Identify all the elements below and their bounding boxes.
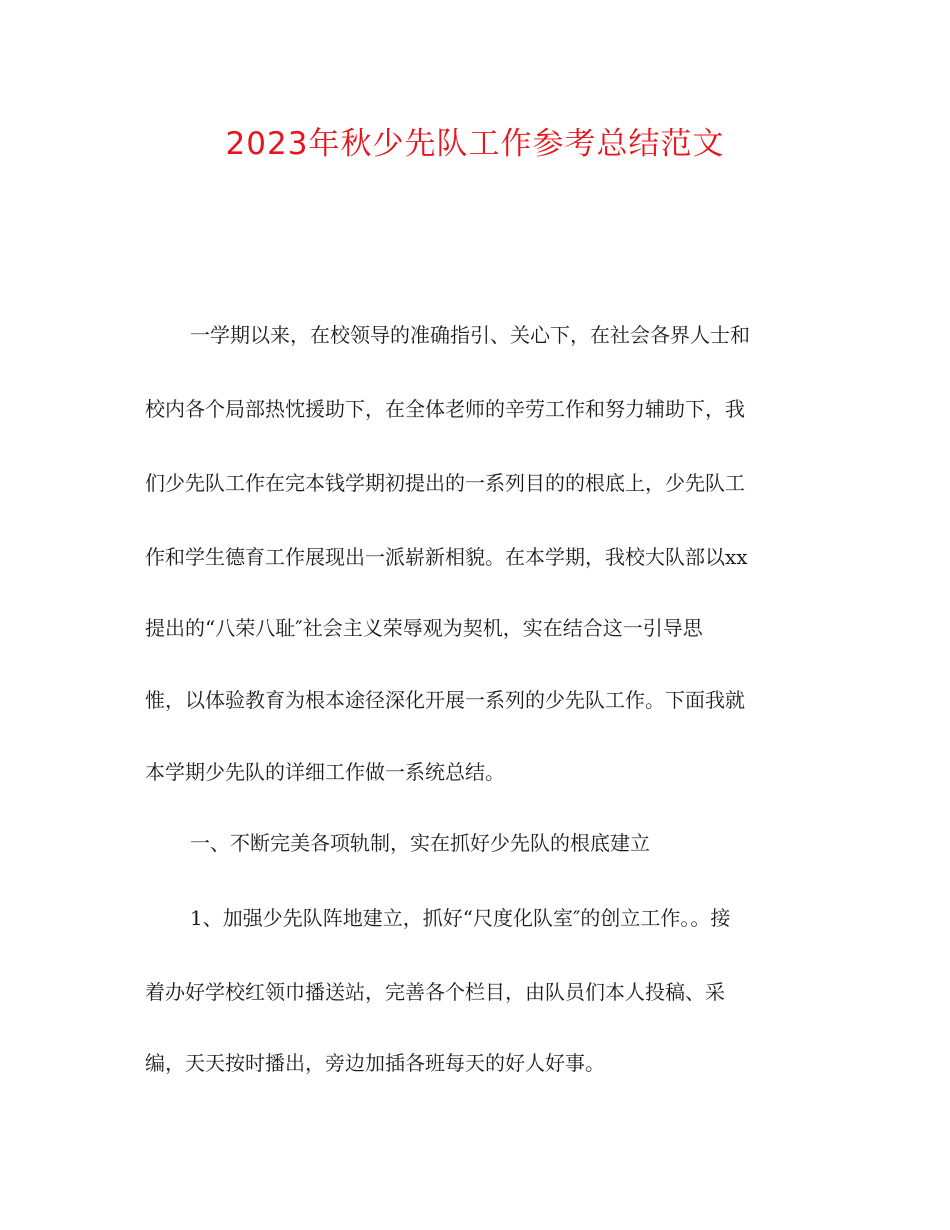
section-heading: 一、不断完美各项轨制，实在抓好少先队的根底建立: [190, 831, 650, 855]
paragraph-line: 一学期以来，在校领导的准确指引、关心下，在社会各界人士和: [190, 323, 750, 347]
paragraph-line: 编，天天按时播出，旁边加插各班每天的好人好事。: [145, 1051, 605, 1075]
paragraph-line: 作和学生德育工作展现出一派崭新相貌。在本学期，我校大队部以xx: [145, 545, 748, 569]
paragraph-line: 着办好学校红领巾播送站，完善各个栏目，由队员们本人投稿、采: [145, 980, 725, 1004]
paragraph-line: 校内各个局部热忱援助下，在全体老师的辛劳工作和努力辅助下，我: [145, 397, 745, 421]
paragraph-line: 本学期少先队的详细工作做一系统总结。: [145, 760, 505, 784]
paragraph-line: 提出的“八荣八耻″社会主义荣辱观为契机，实在结合这一引导思: [145, 616, 703, 640]
paragraph-line: 们少先队工作在完本钱学期初提出的一系列目的的根底上，少先队工: [145, 471, 745, 495]
document-title: 2023年秋少先队工作参考总结范文: [225, 126, 725, 162]
paragraph-line: 1、加强少先队阵地建立，抓好“尺度化队室″的创立工作。。接: [190, 906, 731, 930]
paragraph-line: 惟，以体验教育为根本途径深化开展一系列的少先队工作。下面我就: [145, 688, 745, 712]
